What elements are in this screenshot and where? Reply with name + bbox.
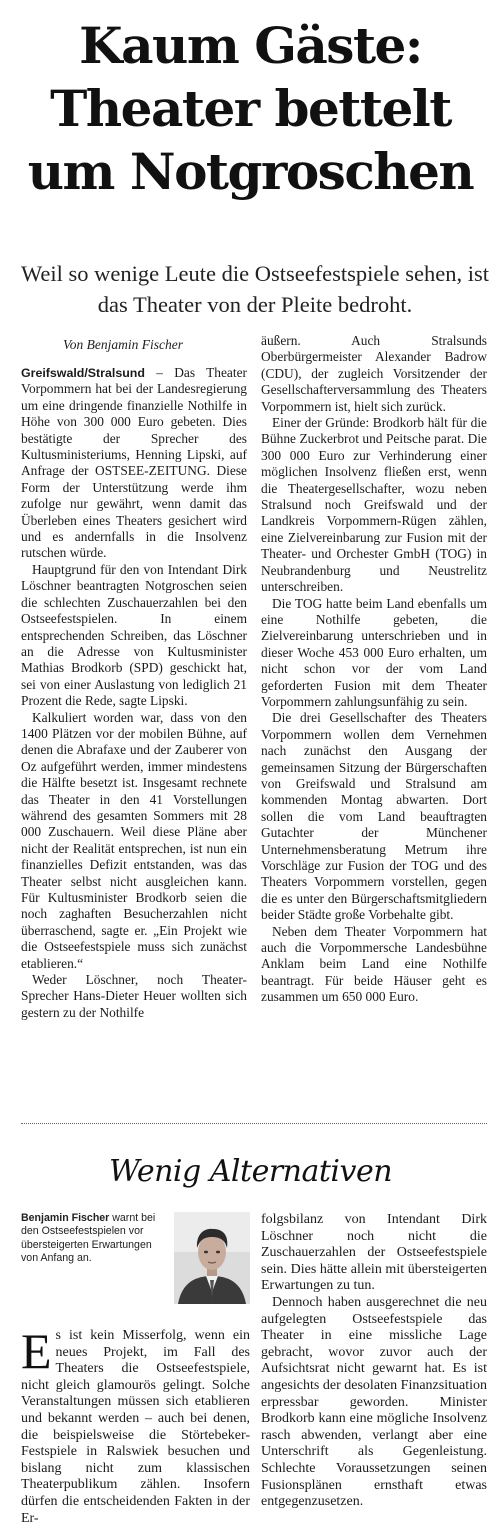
section-divider [21, 1123, 487, 1124]
commentary-column-2 [261, 1212, 487, 1511]
article-paragraph: Neben dem Theater Vorpommern hat auch die Vorpommersche Landesbühne Anklam beim Land eine Nothilfe beantragt. Für beide Häuser geht es zusammen um 650 000 Euro. [261, 923, 487, 1005]
article-paragraph-text: – Das Theater Vorpommern hat bei der Landesregierung um eine dringende finanzielle Nothilfe in Höhe von 300 000 Euro gebeten. Dies bestätigte der Sprecher des Kultusministeriums, Henning Lipski, auf Anfrage der OSTSEE-ZEITUNG. Diese Form der Unterstützung werde ihm zufolge nur gewährt, wenn damit das Überleben eines Theaters gesichert wird und es andernfalls in die Insolvenz rutschen würde. [21, 365, 247, 561]
commentary-column-1 [21, 1323, 250, 1527]
article-paragraph: Die drei Gesellschafter des Theaters Vorpommern wollen dem Vernehmen nach zunächst den Ausgang der gemeinsamen Sitzung der Bürgerschaften von Greifswald und Stralsund am kommenden Montag abwarten. Dort sollen die vom Land beauftragten Gutachter der Münchener Unternehmensberatung Metrum ihre Vorschläge zur Fusion der TOG und des Theaters Vorpommern vorstellen, gegen die es unter den Bürgerschaftsmitgliedern beider Städte große Vorbehalte gibt. [261, 710, 487, 923]
article-paragraph [21, 365, 247, 562]
dateline: Greifswald/Stralsund [21, 366, 145, 380]
author-photo [174, 1212, 250, 1304]
article-paragraph: Kalkuliert worden war, dass von den 1400 Plätzen vor der mobilen Bühne, auf denen die Abrafaxe und der Zauberer von Oz aufgeführt werden, immer mindestens die Hälfte besetzt ist. Insgesamt rechnete das Theater in den 41 Vorstellungen während des gesamten Sommers mit 28 000 Zuschauern. Weil diese Pläne aber nicht der Realität entsprechen, ist nun ein finanzielles Defizit entstanden, was das Theater selbst nicht ausgleichen kann. Für Kultusminister Brodkorb seien die noch zaghaften Besucherzahlen nicht überraschend, sagte er. „Ein Projekt wie die Ostseefestspiele muss sich zunächst etablieren.“ [21, 709, 247, 971]
article-subheadline: Weil so wenige Leute die Ostseefestspiele sehen, ist das Theater von der Pleite bedroht. [20, 261, 490, 317]
commentary-title: Wenig Alternativen [108, 1154, 393, 1189]
article-column-2 [261, 333, 487, 1006]
article-paragraph: Einer der Gründe: Brodkorb hält für die Bühne Zuckerbrot und Peitsche parat. Die 300 000 Euro zur Verhinderung einer möglichen Insolvenz fließen erst, wenn die Theatergesellschafter, wozu neben Stralsund noch Greifswald und der Landkreis Vorpommern-Rügen zählen, eine Zielvereinbarung zur Fusion mit der Theater- und Orchester GmbH (TOG) in Neubrandenburg und Neustrelitz unterschreiben. [261, 415, 487, 595]
article-column-1 [21, 365, 247, 1021]
author-note [21, 1212, 169, 1265]
commentary-paragraph: Dennoch haben ausgerechnet die neu aufgelegten Ostseefestspiele das Theater in eine missliche Lage gebracht, wovor zuvor auch der Aufsichtsrat nicht gewarnt hat. Es ist angesichts der desolaten Finanzsituation erpressbar geworden. Minister Brodkorb kann eine mögliche Insolvenz rasch abwenden, verlangt aber eine Unterschrift als Gegenleistung. Schlechte Voraussetzungen seinen Fusionsplänen ernsthaft etwas entgegenzusetzen. [261, 1294, 487, 1510]
article-paragraph: äußern. Auch Stralsunds Oberbürgermeister Alexander Badrow (CDU), der zugleich Vorsitzender der Gesellschafterversammlung des Theaters Vorpommern ist, hielt sich zurück. [261, 333, 487, 414]
article-headline: Kaum Gäste: Theater bettelt um Notgroschen [27, 16, 474, 201]
dropcap: E [21, 1323, 52, 1379]
article-paragraph: Hauptgrund für den von Intendant Dirk Löschner beantragten Notgroschen seien die schlechten Zuschauerzahlen bei den Ostseefestspielen. In einem entsprechenden Schreiben, das Löschner an die Adresse von Kultusminister Mathias Brodkorb (SPD) geschickt hat, sei von einer Auslastung von lediglich 21 Prozent die Rede, sagte Lipski. [21, 561, 247, 709]
article-paragraph: Die TOG hatte beim Land ebenfalls um eine Nothilfe gebeten, die Zielvereinbarung unterschrieben und in dieser Woche 453 000 Euro erhalten, um nicht schon vor der vom Land geforderten Fusion mit dem Theater Vorpommern zahlungsunfähig zu sein. [261, 595, 487, 709]
commentary-paragraph [21, 1323, 250, 1527]
author-note-text: warnt bei den Ostseefestspielen vor übersteigerten Erwartungen von Anfang an. [21, 1212, 156, 1264]
article-paragraph: Weder Löschner, noch Theater-Sprecher Hans-Dieter Heuer wollten sich gestern zu der Nothilfe [21, 972, 247, 1020]
commentary-paragraph: folgsbilanz von Intendant Dirk Löschner noch nicht die Zuschauerzahlen der Ostseefestspiele sein. Dies hätte allein mit übersteigerten Erwartungen zu tun. [261, 1212, 487, 1294]
article-byline: Von Benjamin Fischer [63, 337, 183, 352]
author-name: Benjamin Fischer [21, 1212, 110, 1224]
commentary-paragraph-text: s ist kein Misserfolg, wenn ein neues Projekt, im Fall des Theaters die Ostseefestspiele, nicht gleich glamourös gelingt. Solche Veranstaltungen müssen sich etablieren und bekannt werden – auch bei denen, die beispielsweise die Störtebeker-Festspiele in Ralswiek besuchen und bislang nicht zum klassischen Theaterpublikum zählen. Insofern dürfen die entscheidenden Fakten in der Er- [21, 1328, 250, 1526]
